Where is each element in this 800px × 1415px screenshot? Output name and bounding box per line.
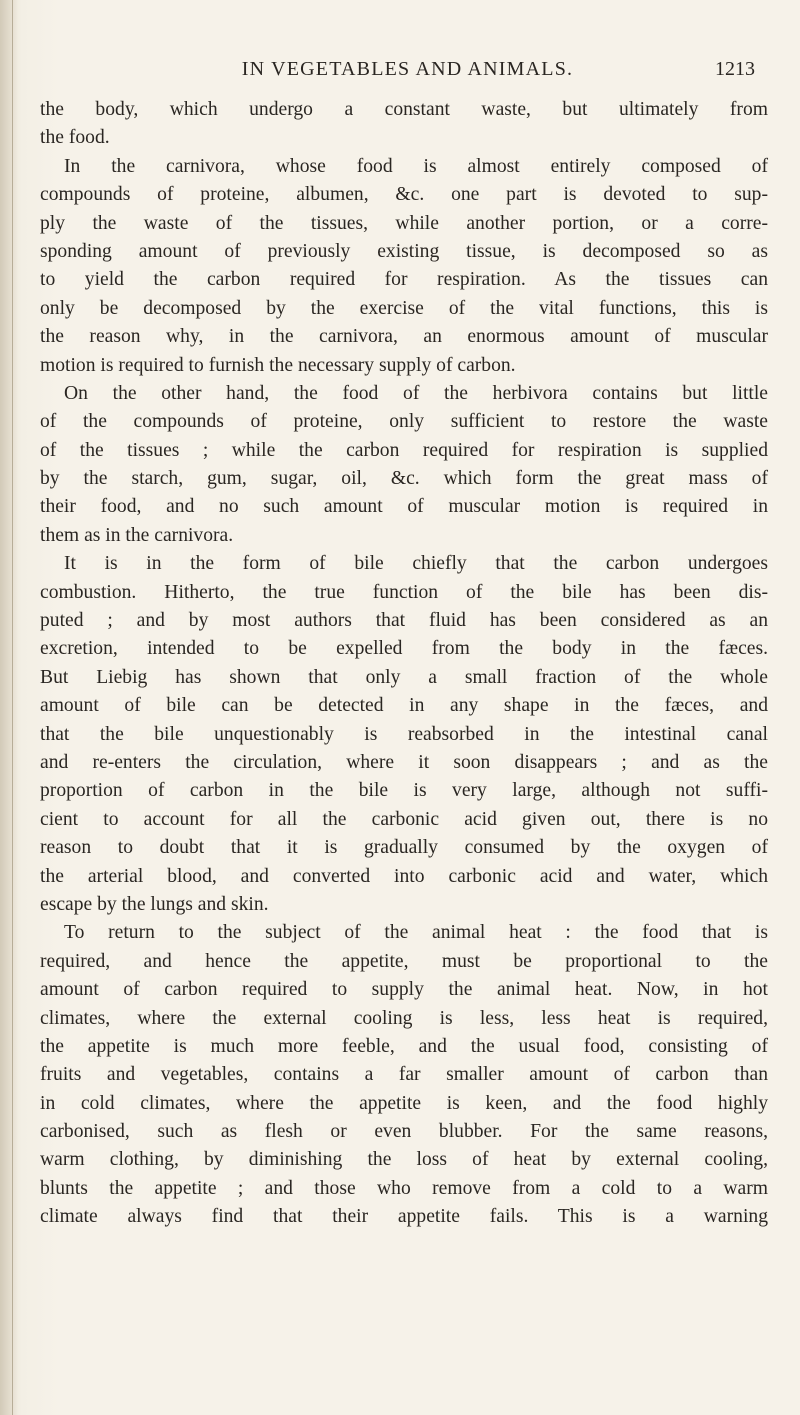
text-line: proportion of carbon in the bile is very large, although not suffi-: [40, 780, 768, 802]
text-line: On the other hand, the food of the herbivora contains but little: [64, 382, 768, 404]
text-line: amount of bile can be detected in any shape in the fæces, and: [40, 695, 768, 717]
text-line: excretion, intended to be expelled from the body in the fæces.: [40, 638, 768, 660]
text-line: that the bile unquestionably is reabsorbed in the intestinal canal: [40, 723, 768, 745]
text-line: their food, and no such amount of muscular motion is required in: [40, 496, 768, 518]
text-line: only be decomposed by the exercise of the vital functions, this is: [40, 297, 768, 319]
text-line: blunts the appetite ; and those who remove from a cold to a warm: [40, 1177, 768, 1199]
text-line: of the compounds of proteine, only sufficient to restore the waste: [40, 411, 768, 433]
body-text: [40, 96, 768, 1232]
text-line: It is in the form of bile chiefly that the carbon undergoes: [64, 553, 768, 575]
text-line: sponding amount of previously existing tissue, is decomposed so as: [40, 240, 768, 262]
text-line: climate always find that their appetite fails. This is a warning: [40, 1206, 768, 1228]
text-line: In the carnivora, whose food is almost entirely composed of: [64, 155, 768, 177]
running-title: IN VEGETABLES AND ANIMALS.: [241, 58, 574, 80]
text-line: by the starch, gum, sugar, oil, &c. which form the great mass of: [40, 468, 768, 490]
text-line: carbonised, such as flesh or even blubber. For the same reasons,: [40, 1121, 768, 1143]
running-header: [60, 58, 755, 88]
text-line: ply the waste of the tissues, while another portion, or a corre-: [40, 212, 768, 234]
text-line: fruits and vegetables, contains a far smaller amount of carbon than: [40, 1064, 768, 1086]
text-line: reason to doubt that it is gradually consumed by the oxygen of: [40, 837, 768, 859]
text-line: to yield the carbon required for respiration. As the tissues can: [40, 269, 768, 291]
text-line: the reason why, in the carnivora, an enormous amount of muscular: [40, 326, 768, 348]
text-line: the food.: [40, 127, 110, 149]
text-line: cient to account for all the carbonic acid given out, there is no: [40, 808, 768, 830]
text-line: climates, where the external cooling is less, less heat is required,: [40, 1007, 768, 1029]
text-line: required, and hence the appetite, must be proportional to the: [40, 950, 768, 972]
text-line: in cold climates, where the appetite is keen, and the food highly: [40, 1092, 768, 1114]
text-line: escape by the lungs and skin.: [40, 893, 269, 915]
text-line: the arterial blood, and converted into carbonic acid and water, which: [40, 865, 768, 887]
text-line: warm clothing, by diminishing the loss of heat by external cooling,: [40, 1149, 768, 1171]
text-line: the body, which undergo a constant waste, but ultimately from: [40, 99, 768, 120]
text-line: and re-enters the circulation, where it soon disappears ; and as the: [40, 751, 768, 773]
text-line: compounds of proteine, albumen, &c. one part is devoted to sup-: [40, 184, 768, 206]
spine-edge: [12, 0, 13, 1415]
page-gutter: [0, 0, 18, 1415]
text-line: them as in the carnivora.: [40, 524, 234, 546]
page-number: 1213: [715, 58, 755, 80]
text-line: To return to the subject of the animal heat : the food that is: [64, 922, 768, 944]
text-line: puted ; and by most authors that fluid has been considered as an: [40, 610, 768, 632]
text-line: amount of carbon required to supply the animal heat. Now, in hot: [40, 979, 768, 1001]
text-line: the appetite is much more feeble, and the usual food, consisting of: [40, 1035, 768, 1057]
text-line: of the tissues ; while the carbon required for respiration is supplied: [40, 439, 768, 461]
text-line: combustion. Hitherto, the true function of the bile has been dis-: [40, 581, 768, 603]
text-line: motion is required to furnish the necessary supply of carbon.: [40, 354, 516, 376]
text-line: But Liebig has shown that only a small fraction of the whole: [40, 666, 768, 688]
